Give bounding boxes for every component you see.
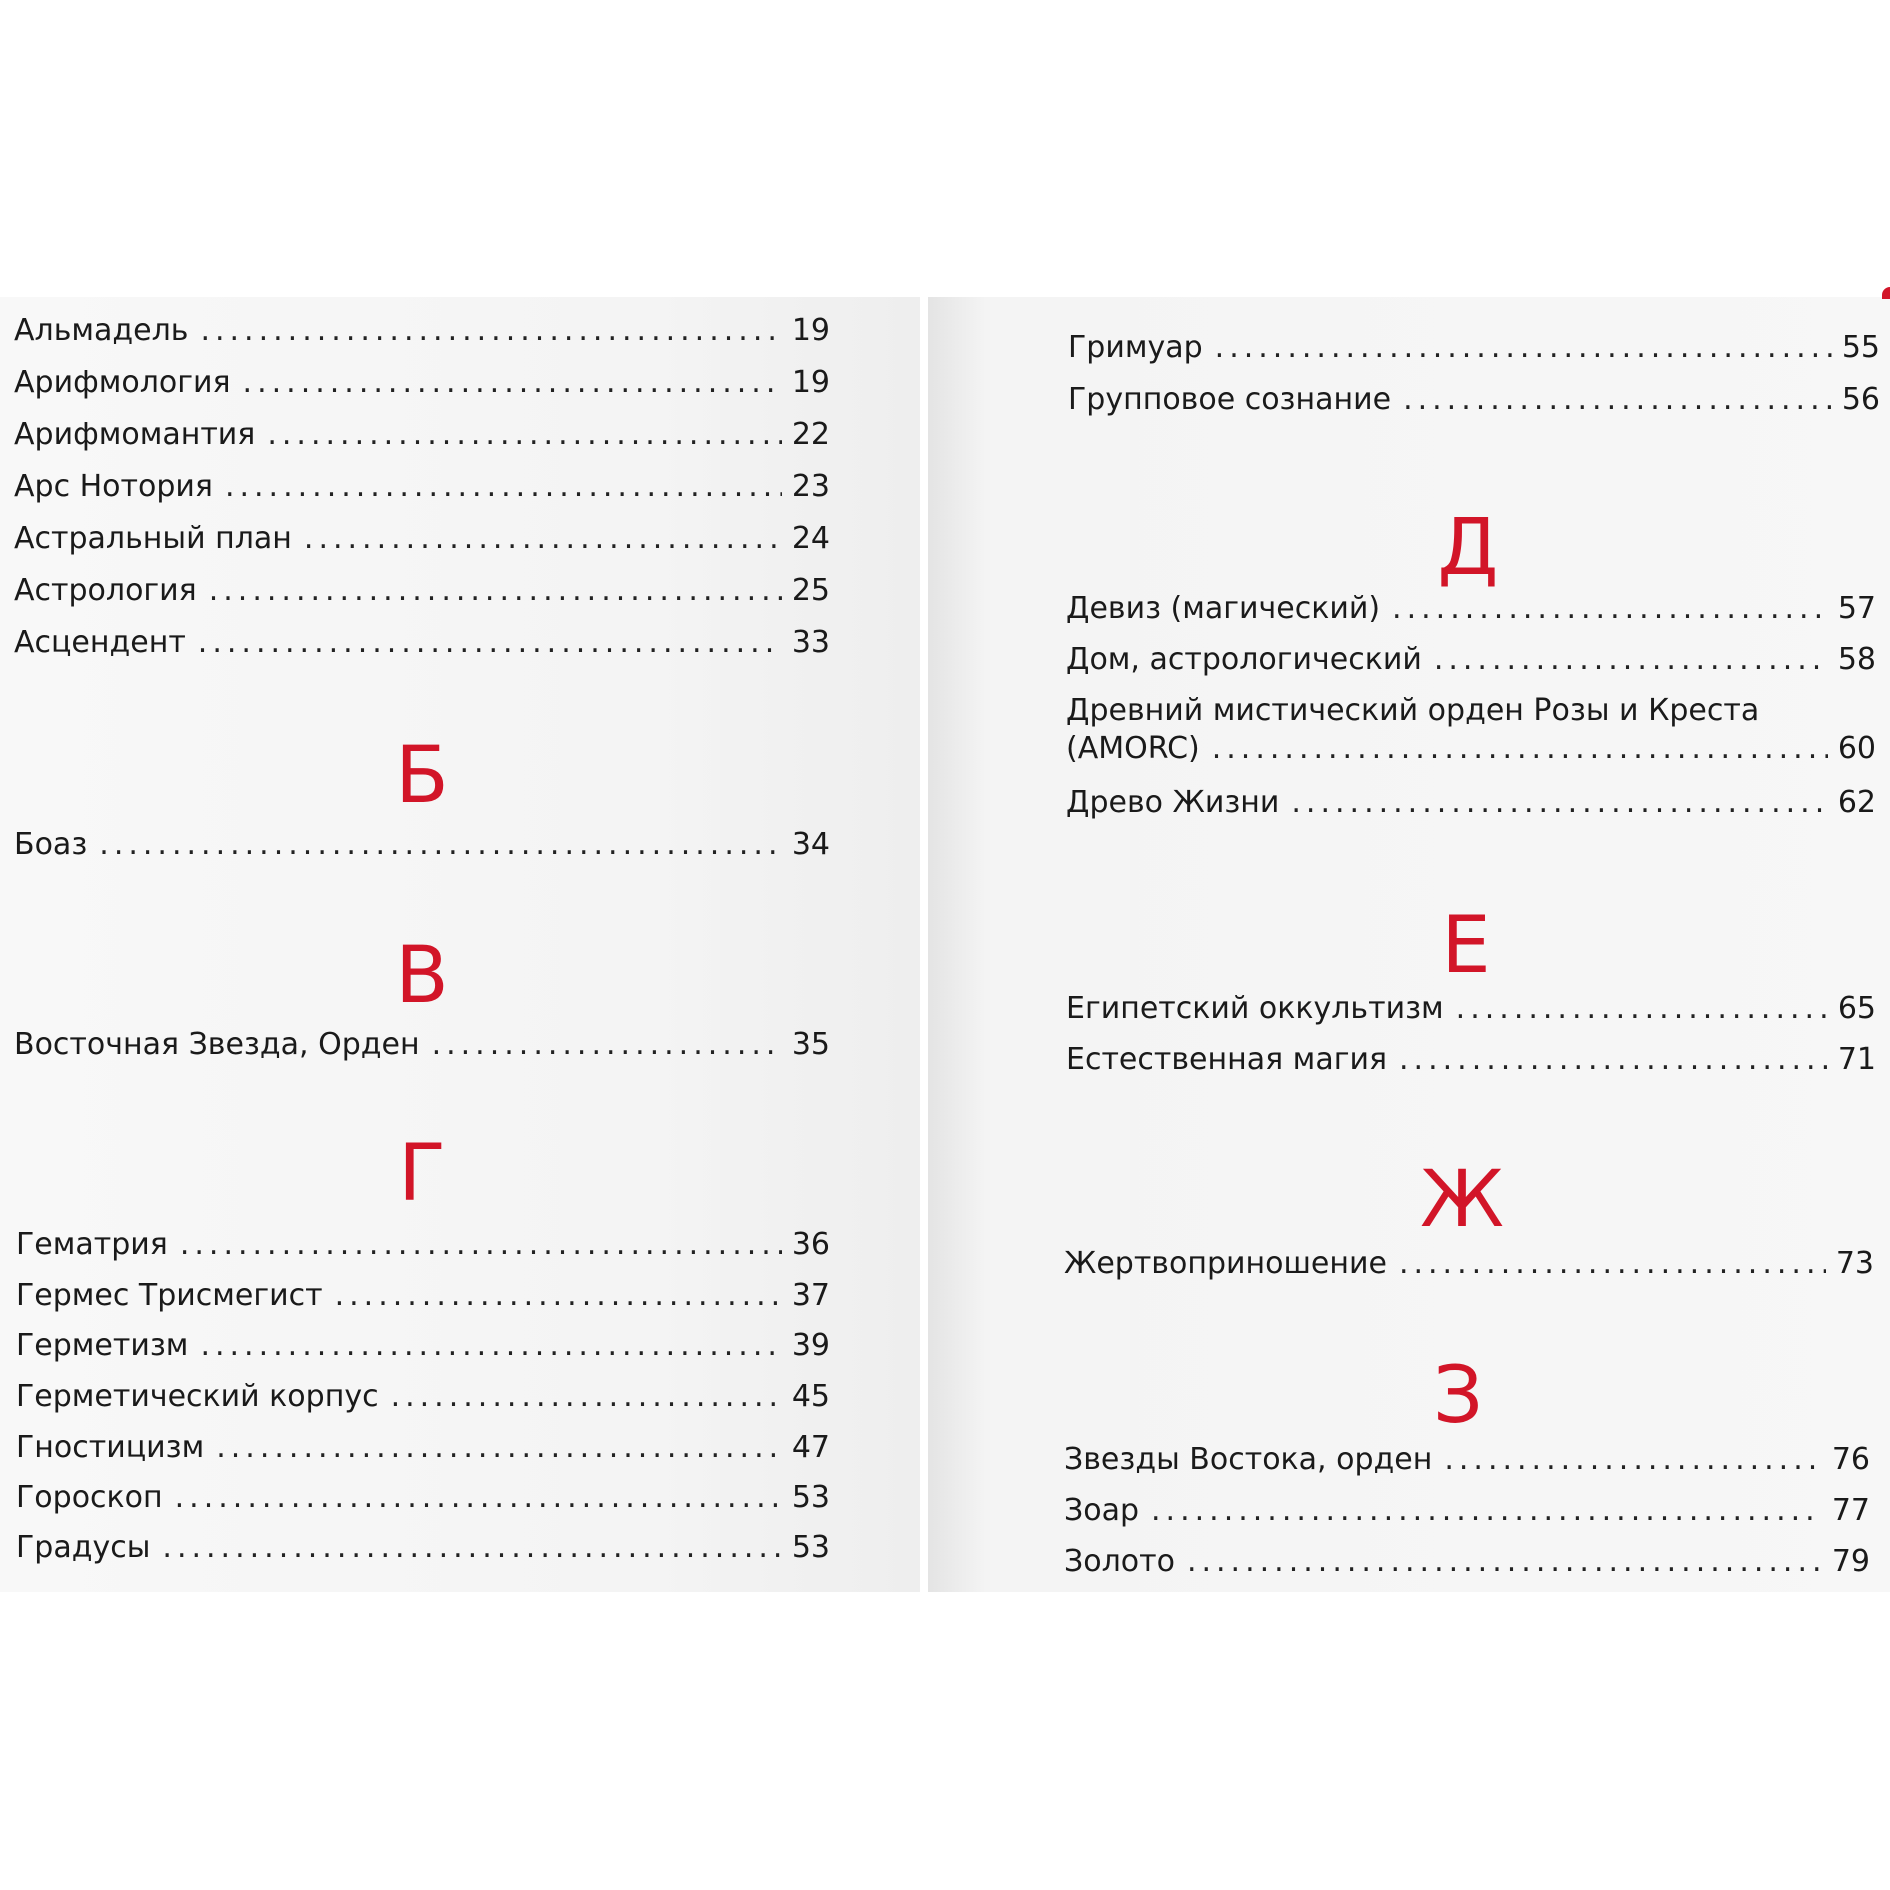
index-entry: Астральный план ..... 24 — [14, 520, 830, 558]
index-entry: Градусы ..... 53 — [16, 1529, 830, 1567]
section-letter-g: Г — [398, 1129, 446, 1219]
index-entry: Групповое сознание ..... 56 — [1068, 381, 1880, 419]
index-entry: Звезды Востока, орден ..... 76 — [1064, 1441, 1870, 1479]
index-entry: Гностицизм ..... 47 — [16, 1429, 830, 1467]
index-entry: Гороскоп ..... 53 — [16, 1479, 830, 1517]
index-entry: Гематрия ..... 36 — [16, 1226, 830, 1264]
section-letter-zh: Ж — [1419, 1155, 1505, 1245]
index-entry: Арифмология ..... 19 — [14, 364, 830, 402]
index-entry: Зоар ..... 77 — [1064, 1492, 1870, 1530]
index-entry: Золото ..... 79 — [1064, 1543, 1870, 1581]
index-entry: Древний мистический орден Розы и Креста (AMORC) ..... 60 — [1066, 692, 1876, 768]
section-letter-d: Д — [1437, 503, 1499, 593]
index-entry: Древо Жизни ..... 62 — [1066, 784, 1876, 822]
index-entry: Восточная Звезда, Орден ..... 35 — [14, 1026, 830, 1064]
index-entry: Арифмомантия ..... 22 — [14, 416, 830, 454]
section-letter-b: Б — [395, 731, 449, 821]
index-entry: Дом, астрологический ..... 58 — [1066, 641, 1876, 679]
index-entry: Арс Нотория ..... 23 — [14, 468, 830, 506]
index-entry: Гримуар ..... 55 — [1068, 329, 1880, 367]
corner-mark — [1882, 287, 1890, 299]
index-entry: Астрология ..... 25 — [14, 572, 830, 610]
index-entry: Боаз ..... 34 — [14, 826, 830, 864]
index-entry: Девиз (магический) ..... 57 — [1066, 590, 1876, 628]
book-gutter — [920, 297, 928, 1592]
index-entry: Естественная магия ..... 71 — [1066, 1041, 1876, 1079]
index-entry: Жертвоприношение ..... 73 — [1064, 1245, 1874, 1283]
section-letter-z: З — [1432, 1351, 1483, 1441]
index-entry: Гермес Трисмегист ..... 37 — [16, 1277, 830, 1315]
index-entry: Асцендент ..... 33 — [14, 624, 830, 662]
section-letter-v: В — [395, 931, 449, 1021]
index-entry: Альмадель ..... 19 — [14, 312, 830, 350]
index-entry: Герметизм ..... 39 — [16, 1327, 830, 1365]
section-letter-e: Е — [1441, 901, 1491, 991]
index-entry: Герметический корпус ..... 45 — [16, 1378, 830, 1416]
index-entry: Египетский оккультизм ..... 65 — [1066, 990, 1876, 1028]
